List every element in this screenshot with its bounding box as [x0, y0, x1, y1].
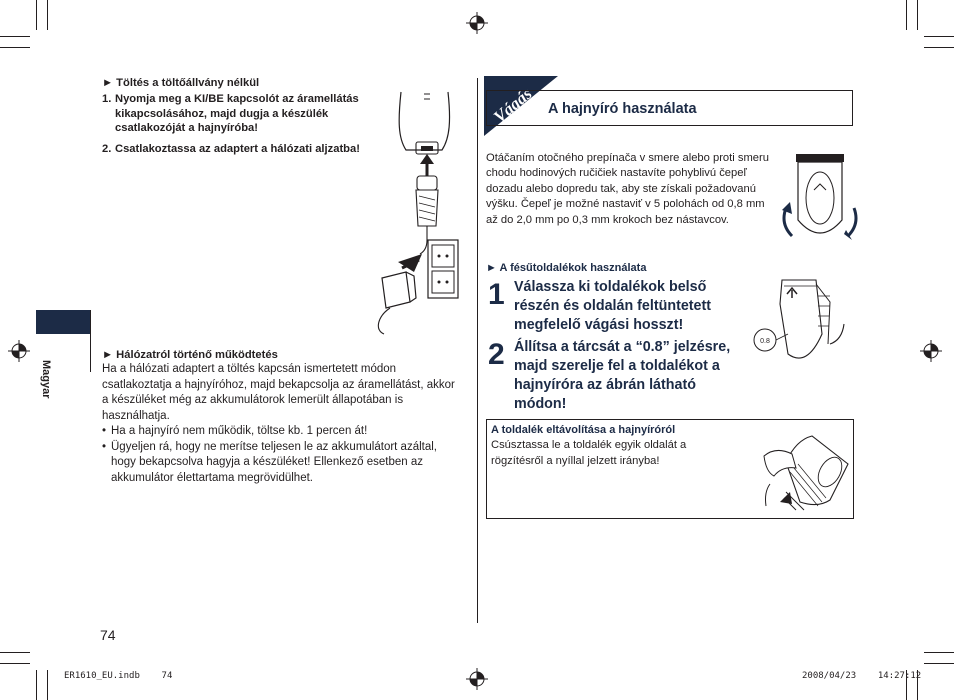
- step-number: 2: [488, 338, 505, 371]
- step-text: Állítsa a tárcsát a “0.8” jelzésre, majd szerelje fel a toldalékot a hajnyíróra az ábrán látható módon!: [514, 339, 731, 412]
- bullet-item: • Ha a hajnyíró nem működik, töltse kb. 1 percen át!: [102, 424, 464, 440]
- footer-file-info: ER1610_EU.indb 74: [64, 671, 173, 681]
- step-text: Válassza ki toldalékok belső részén és oldalán feltüntetett megfelelő vágási hosszt!: [514, 279, 712, 333]
- mains-bullets: [102, 424, 464, 486]
- registration-mark-icon: [8, 340, 30, 362]
- bullet-item: • Ügyeljen rá, hogy ne merítse teljesen le az akkumulátort azáltal, hogy bekapcsolva hagyja a készüléket! Ellenkező esetben az akkumulátor élettartama megrövidülhet.: [102, 440, 464, 487]
- step-text: Nyomja meg a KI/BE kapcsolót az áramellátás kikapcsolásához, majd dugja a készülék csatlakozóját a hajnyíróba!: [115, 93, 359, 134]
- registration-mark-icon: [466, 668, 488, 690]
- trimmer-dial-illustration: [780, 150, 860, 248]
- charging-step-2: [102, 142, 364, 157]
- step-number: 1.: [102, 93, 112, 105]
- dial-setting-label: 0.8: [760, 338, 770, 345]
- page-number: 74: [100, 627, 116, 643]
- section-corner-label: Vágás: [490, 84, 536, 127]
- charging-illustration: [372, 90, 468, 338]
- attachment-illustration: [752, 274, 852, 374]
- step-text: Csatlakoztassa az adaptert a hálózati aljzatba!: [115, 143, 360, 155]
- footer-datetime: 2008/04/23 14:27:12: [802, 671, 922, 681]
- attachment-step-2: [486, 338, 736, 414]
- attachments-heading: ► A fésűtoldalékok használata: [486, 262, 647, 274]
- mains-heading: ► Hálózatról történő működtetés: [102, 349, 278, 361]
- intro-paragraph: Otáčaním otočného prepínača v smere alebo proti smeru chodu hodinových ručičiek nastavíte pohyblivú čepeľ dozadu alebo dopredu tak, aby ste získali požadovanú výšku. Čepeľ je možné nastaviť v 5 polohách od 0,8 mm až do 2,0 mm po 0,3 mm krokoch bez nástavcov.: [486, 152, 769, 226]
- mains-paragraph: Ha a hálózati adaptert a töltés kapcsán ismertetett módon csatlakoztatja a hajnyíróhoz, majd bekapcsolja az áramellátást, akkor a készüléket még az akkumulátorok lemerült állapotában is használhatja.: [102, 363, 455, 422]
- language-tab-label: Magyar: [40, 360, 52, 399]
- step-number: 1: [488, 278, 505, 311]
- removal-illustration: [756, 432, 852, 516]
- section-title: A hajnyíró használata: [548, 101, 697, 117]
- charging-heading: ► Töltés a töltőállvány nélkül: [102, 77, 260, 89]
- charging-step-1: [102, 92, 364, 136]
- registration-mark-icon: [466, 12, 488, 34]
- attachment-step-1: [486, 278, 736, 335]
- step-number: 2.: [102, 143, 112, 155]
- removal-title: A toldalék eltávolítása a hajnyíróról: [491, 424, 676, 436]
- registration-mark-icon: [920, 340, 942, 362]
- removal-text: Csúsztassa le a toldalék egyik oldalát a rögzítésről a nyíllal jelzett irányba!: [491, 439, 687, 467]
- column-divider: [477, 78, 478, 623]
- language-tab: [36, 310, 90, 334]
